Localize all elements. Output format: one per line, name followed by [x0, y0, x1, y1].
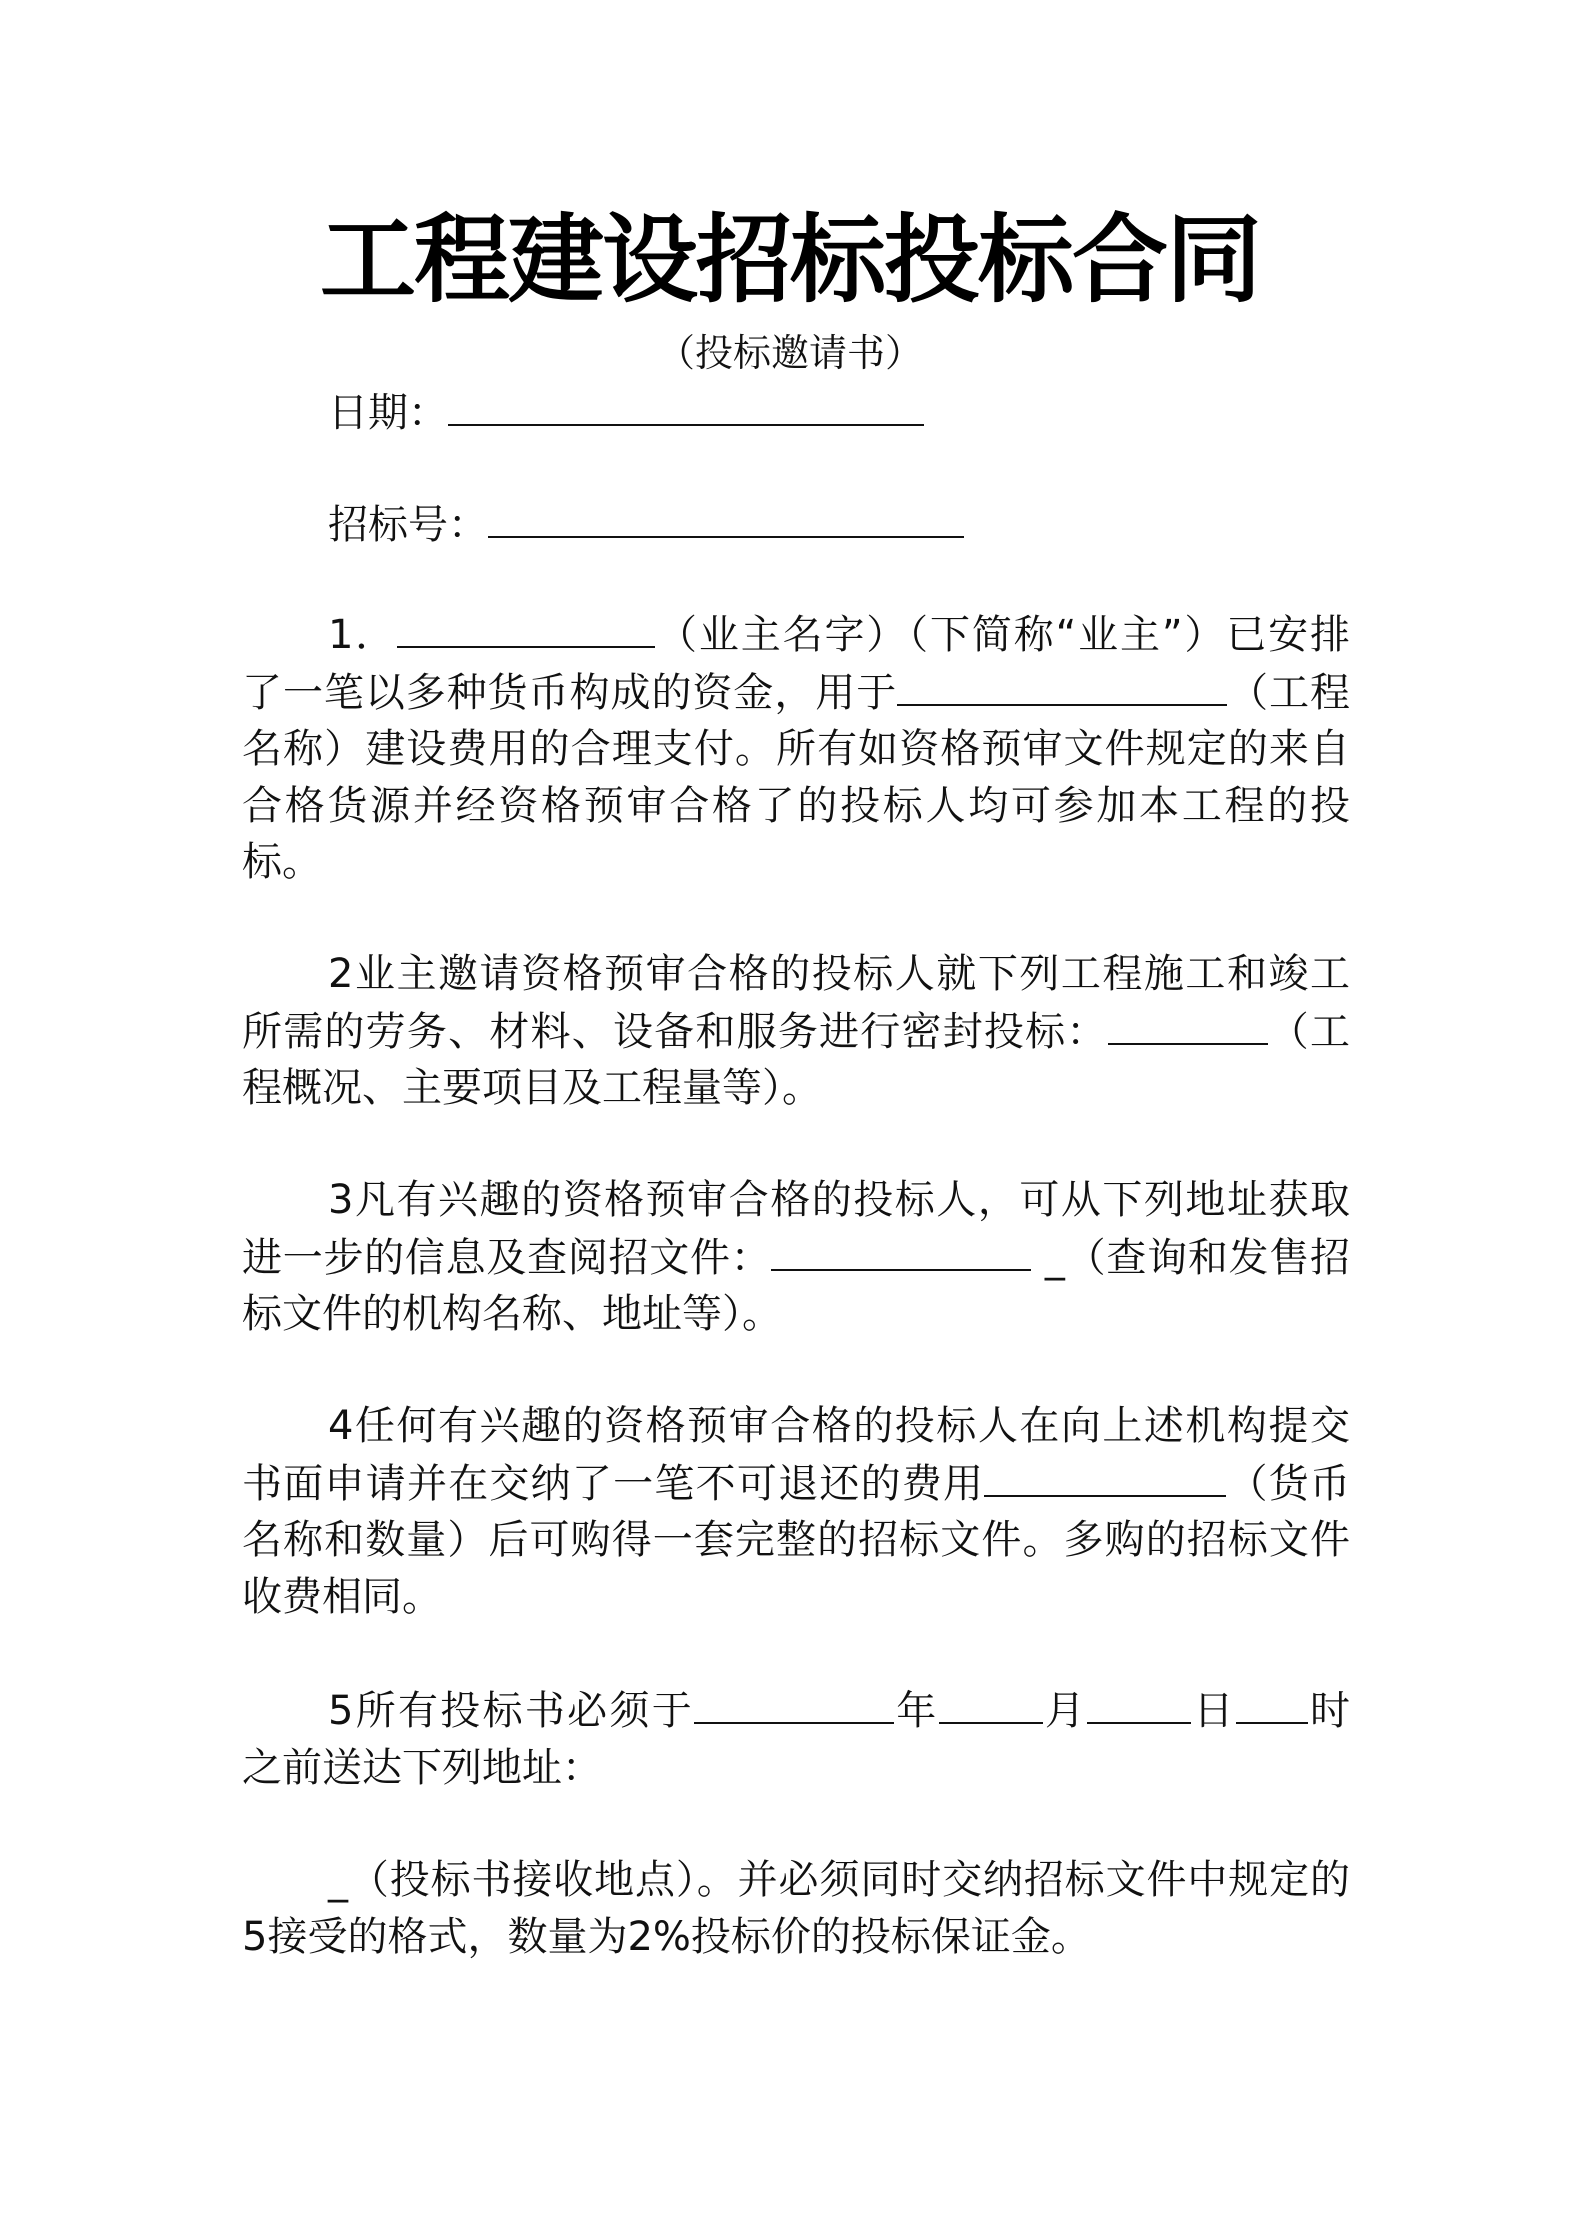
- deadline-hour-blank: [1236, 1682, 1308, 1724]
- date-blank: [448, 382, 924, 426]
- month-label: 月: [1042, 1688, 1088, 1734]
- paragraph-3-text-a: 3凡有兴趣的资格预审合格的投标人，可从下列地址获取进一步的信息及查阅招文件：: [242, 1177, 1350, 1281]
- paragraph-1-lead: 1．: [328, 612, 398, 658]
- project-name-blank: [897, 664, 1227, 706]
- paragraph-6-text: _（投标书接收地点）。并必须同时交纳招标文件中规定的5接受的格式，数量为2%投标价的投标保证金。: [242, 1857, 1350, 1960]
- paragraph-2-text-a: 2业主邀请资格预审合格的投标人就下列工程施工和竣工所需的劳务、材料、设备和服务进行密封投标：: [242, 951, 1350, 1055]
- paragraph-1: [242, 606, 1350, 891]
- date-label: 日期：: [328, 390, 448, 436]
- paragraph-5-text-a: 5所有投标书必须于: [328, 1688, 695, 1734]
- date-field: [328, 382, 924, 441]
- day-label: 日: [1191, 1688, 1236, 1734]
- paragraph-2-text-b: （工程概况、主要项目及工程量等）。: [242, 1008, 1351, 1111]
- deadline-day-blank: [1087, 1682, 1191, 1724]
- tender-number-field: [328, 494, 964, 553]
- owner-name-blank: [397, 606, 655, 648]
- paragraph-5: [242, 1682, 1350, 1796]
- paragraph-4: [242, 1398, 1350, 1625]
- paragraph-1-text-a: （业主名字）（下简称“业主”）已安排了一笔以多种货币构成的资金，用于: [242, 612, 1351, 716]
- paragraph-3: [242, 1172, 1350, 1343]
- deadline-month-blank: [939, 1682, 1043, 1724]
- paragraph-6: [242, 1852, 1350, 1965]
- deadline-year-blank: [694, 1682, 894, 1724]
- document-subtitle: （投标邀请书）: [656, 331, 923, 375]
- fee-blank: [984, 1455, 1226, 1497]
- paragraph-4-text-b: （货币名称和数量）后可购得一套完整的招标文件。多购的招标文件收费相同。: [242, 1460, 1351, 1620]
- paragraph-3-text-b: _（查询和发售招标文件的机构名称、地址等）。: [242, 1234, 1351, 1337]
- paragraph-5-text-b: 时之前送达下列地址：: [242, 1688, 1351, 1791]
- paragraph-2: [242, 946, 1350, 1117]
- document-title: 工程建设招标投标合同: [320, 204, 1260, 316]
- tender-number-label: 招标号：: [328, 502, 488, 548]
- paragraph-4-text-a: 4任何有兴趣的资格预审合格的投标人在向上述机构提交书面申请并在交纳了一笔不可退还的费用: [242, 1403, 1350, 1507]
- inquiry-address-blank: [771, 1229, 1031, 1271]
- project-overview-blank: [1108, 1003, 1268, 1045]
- tender-number-blank: [488, 494, 964, 538]
- year-label: 年: [894, 1688, 939, 1734]
- paragraph-1-text-b: （工程名称）建设费用的合理支付。所有如资格预审文件规定的来自合格货源并经资格预审合格了的投标人均可参加本工程的投标。: [242, 669, 1351, 885]
